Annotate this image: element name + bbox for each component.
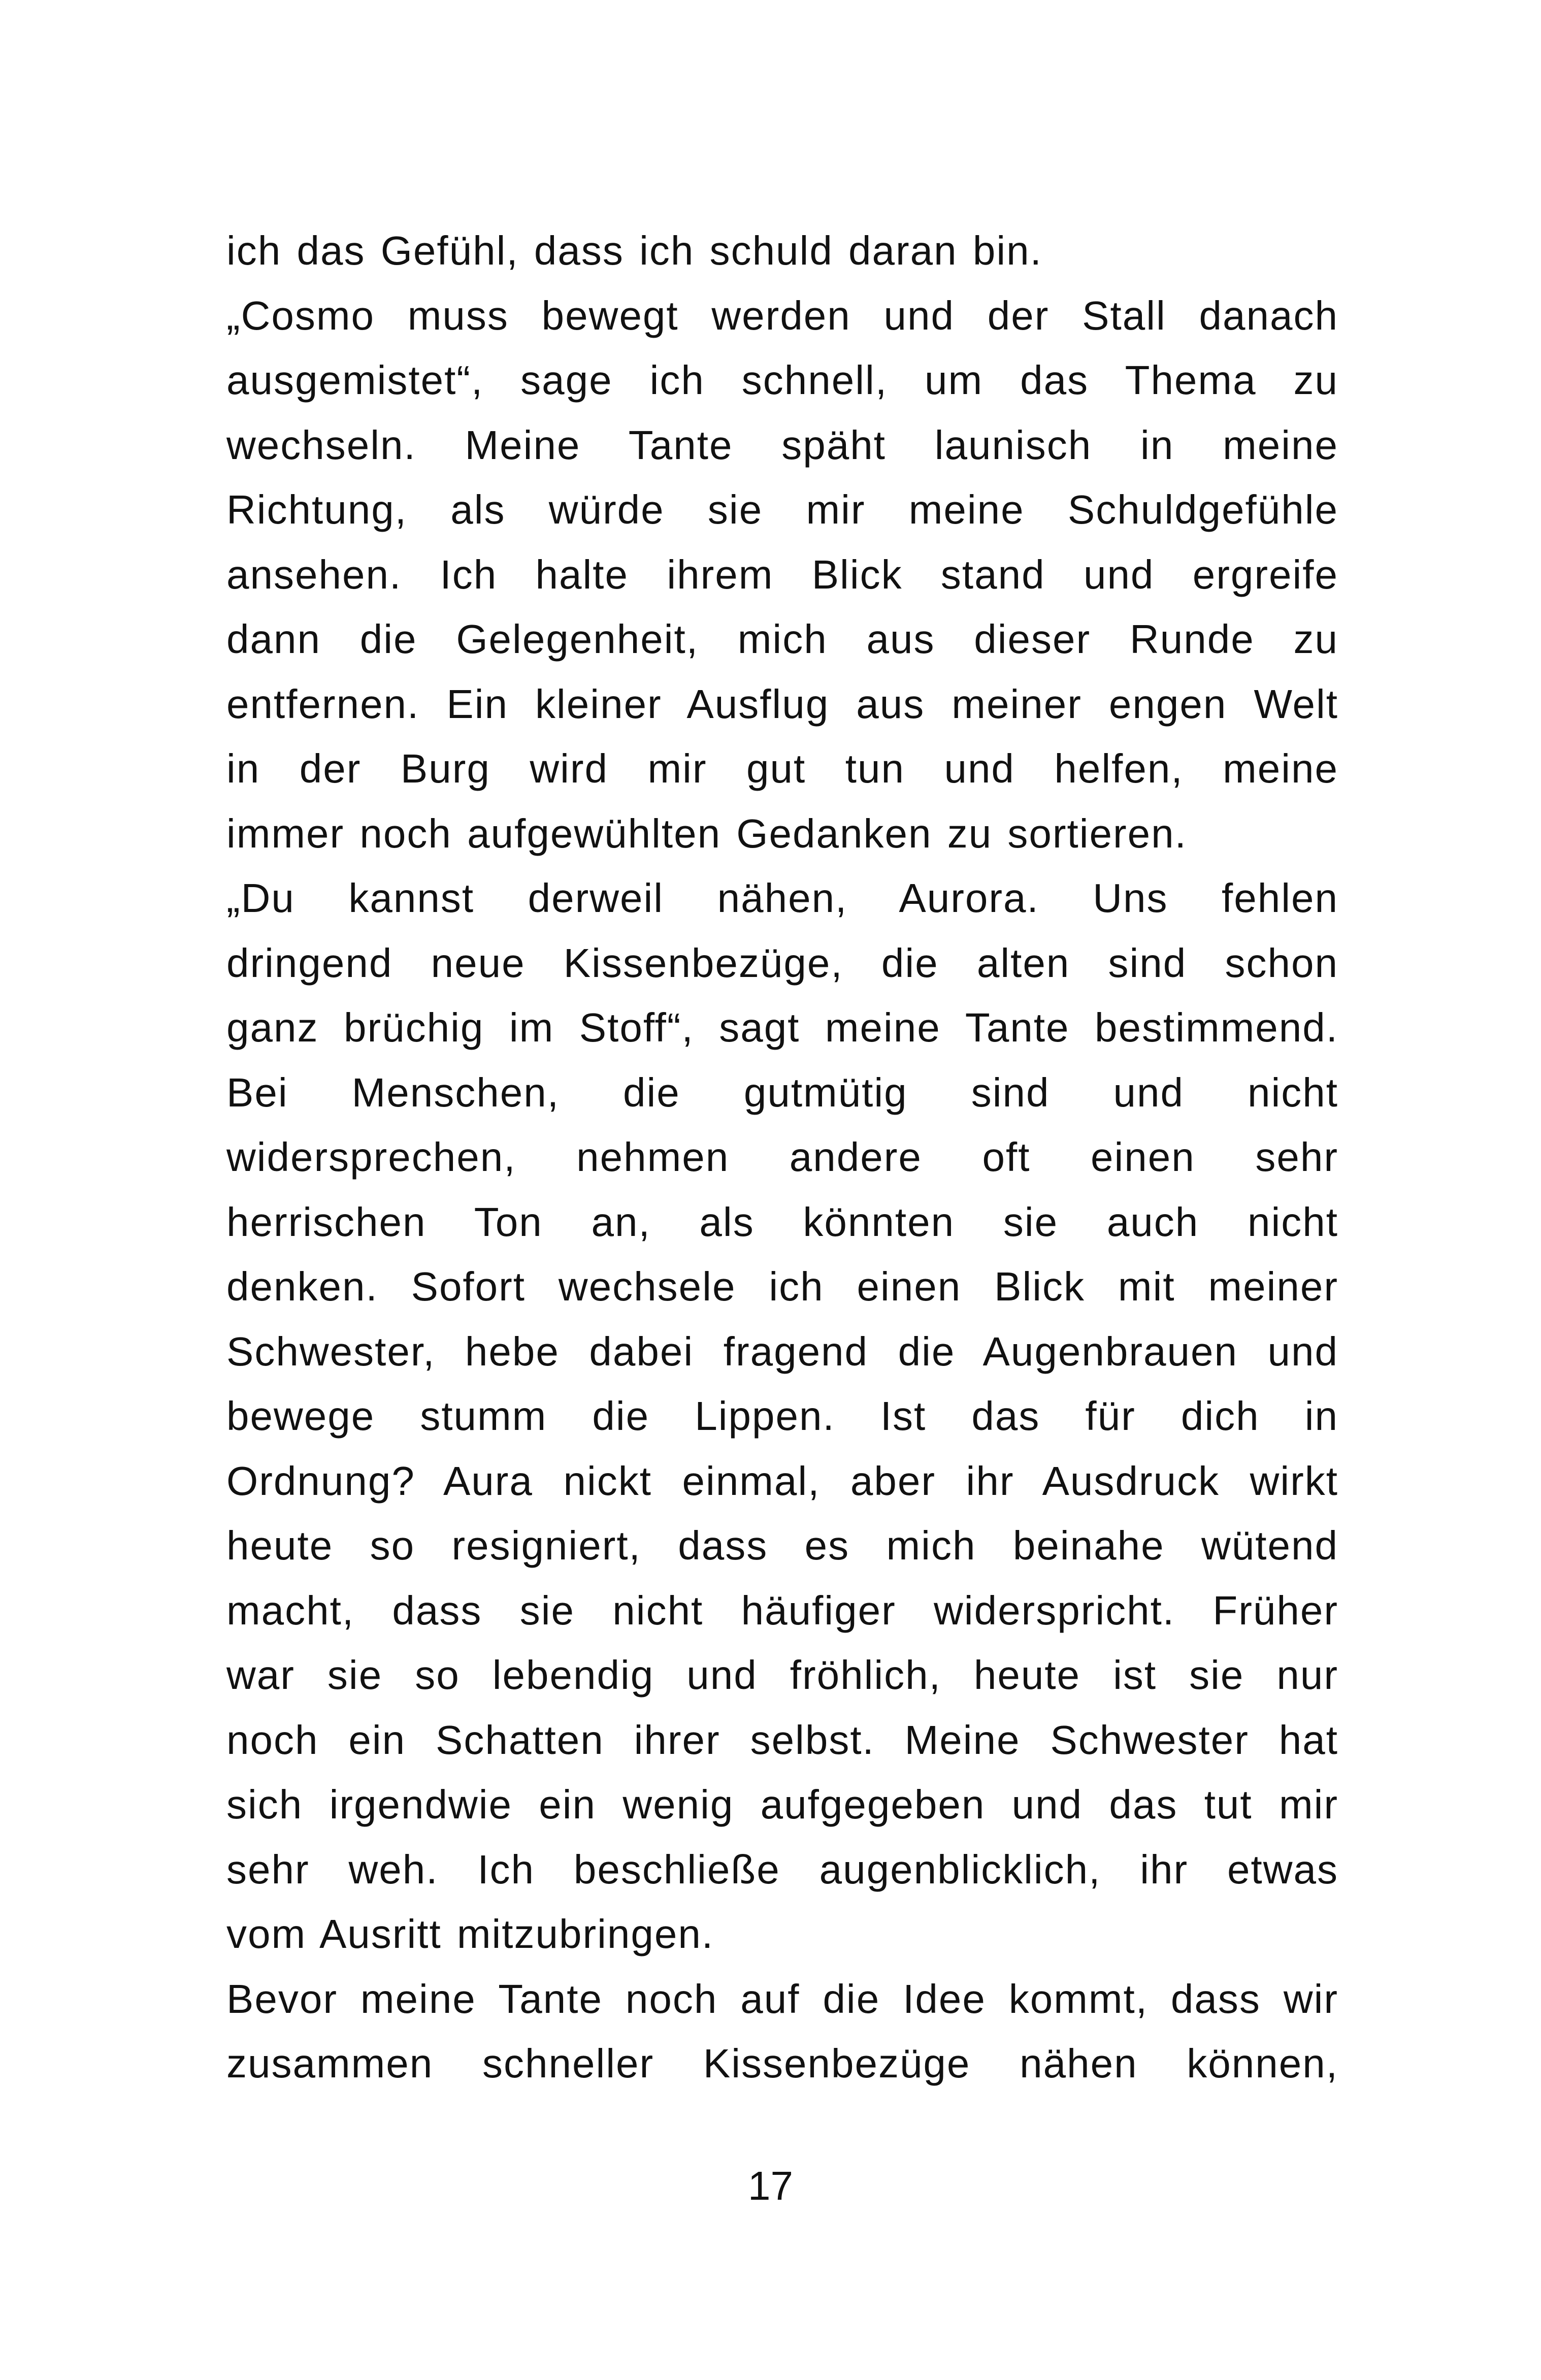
text-line: sich irgendwie ein wenig aufgegeben und das tut mir	[226, 1782, 1338, 1827]
text-line: „Du kannst derweil nähen, Aurora. Uns fehlen	[226, 875, 1338, 921]
text-line: ausgemistet“, sage ich schnell, um das Thema zu	[226, 357, 1338, 403]
text-line: „Cosmo muss bewegt werden und der Stall danach	[226, 292, 1338, 338]
text-line: Bei Menschen, die gutmütig sind und nicht	[226, 1069, 1338, 1115]
text-line: immer noch aufgewühlten Gedanken zu sortieren.	[226, 810, 1187, 856]
text-line: war sie so lebendig und fröhlich, heute ist sie nur	[226, 1652, 1338, 1698]
text-line: dringend neue Kissenbezüge, die alten sind schon	[226, 940, 1338, 986]
text-line: noch ein Schatten ihrer selbst. Meine Schwester hat	[226, 1717, 1338, 1763]
text-line: in der Burg wird mir gut tun und helfen, meine	[226, 746, 1338, 791]
text-line: ich das Gefühl, dass ich schuld daran bin.	[226, 228, 1042, 273]
text-line: vom Ausritt mitzubringen.	[226, 1911, 714, 1957]
text-line: heute so resigniert, dass es mich beinahe wütend	[226, 1523, 1338, 1568]
text-line: denken. Sofort wechsele ich einen Blick mit meiner	[226, 1264, 1338, 1309]
text-line: ganz brüchig im Stoff“, sagt meine Tante bestimmend.	[226, 1005, 1338, 1050]
text-line: Schwester, hebe dabei fragend die Augenbrauen und	[226, 1328, 1338, 1374]
text-line: bewege stumm die Lippen. Ist das für dich in	[226, 1393, 1338, 1439]
text-line: Bevor meine Tante noch auf die Idee kommt, dass wir	[226, 1976, 1338, 2022]
body-text	[226, 218, 1338, 2096]
page-number: 17	[748, 2163, 793, 2208]
text-line: wechseln. Meine Tante späht launisch in meine	[226, 422, 1338, 468]
text-line: herrischen Ton an, als könnten sie auch nicht	[226, 1199, 1338, 1245]
text-line: macht, dass sie nicht häufiger widerspricht. Früher	[226, 1587, 1338, 1633]
text-line: entfernen. Ein kleiner Ausflug aus meiner engen Welt	[226, 681, 1338, 727]
text-line: dann die Gelegenheit, mich aus dieser Runde zu	[226, 616, 1338, 662]
text-line: Ordnung? Aura nickt einmal, aber ihr Ausdruck wirkt	[226, 1458, 1338, 1504]
text-line: zusammen schneller Kissenbezüge nähen können,	[226, 2041, 1338, 2086]
text-line: widersprechen, nehmen andere oft einen sehr	[226, 1134, 1338, 1180]
text-line: Richtung, als würde sie mir meine Schuldgefühle	[226, 487, 1338, 532]
text-line: ansehen. Ich halte ihrem Blick stand und ergreife	[226, 551, 1338, 597]
text-line: sehr weh. Ich beschließe augenblicklich, ihr etwas	[226, 1846, 1338, 1892]
